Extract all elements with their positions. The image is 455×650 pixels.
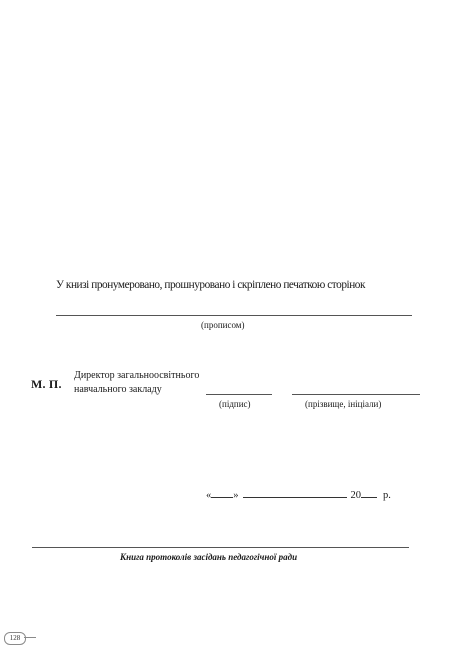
director-line-2: навчального закладу (74, 384, 162, 395)
page-number-tail (24, 637, 36, 638)
signature-line (206, 394, 272, 395)
date-row (206, 488, 391, 501)
year-blank (361, 488, 377, 498)
in-words-caption: (прописом) (201, 320, 245, 330)
pages-statement: У книзі пронумеровано, прошнуровано і скріплено печаткою сторінок (56, 279, 366, 291)
footer-title: Книга протоколів засідань педагогічної ради (120, 552, 298, 562)
pages-count-line (56, 315, 412, 316)
stamp-mark: М. П. (31, 377, 62, 391)
date-century: 20 (350, 490, 361, 501)
date-open-quote: « (206, 490, 212, 501)
date-close-quote: » (233, 490, 239, 501)
page-number: 128 (4, 632, 26, 645)
name-caption: (прізвище, ініціали) (305, 399, 382, 409)
director-title (74, 369, 224, 397)
month-blank (243, 488, 347, 498)
name-line (292, 394, 420, 395)
signature-caption: (підпис) (219, 399, 251, 409)
director-line-1: Директор загальноосвітнього (74, 370, 200, 381)
date-year-suffix: р. (383, 490, 391, 501)
footer-rule (32, 547, 409, 548)
day-blank (211, 488, 233, 498)
